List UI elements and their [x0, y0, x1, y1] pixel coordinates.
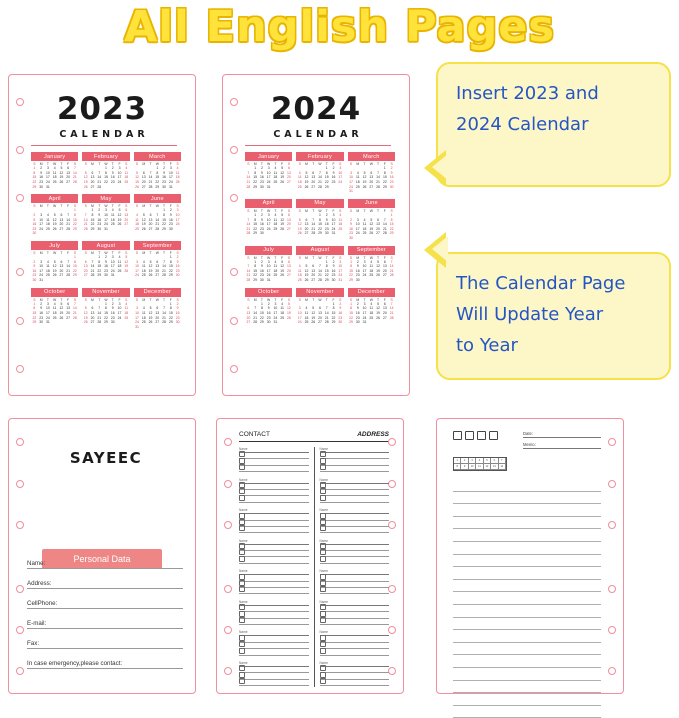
- weekday-row: S M T W T F S: [349, 297, 393, 302]
- days-grid: 1 2 3 4 5 6 7 8 9 10 11 12 13 14 15 16 17 18 19 20 21 22 23 24 25 26 27 28 29 30 31: [32, 166, 77, 189]
- checkbox-icon[interactable]: [477, 431, 486, 440]
- mini-grid-cell[interactable]: 1: [454, 458, 461, 464]
- contact-entry[interactable]: [320, 569, 390, 595]
- binder-hole: [608, 626, 616, 634]
- month-name: January: [245, 152, 292, 161]
- ruled-line[interactable]: [453, 643, 601, 656]
- calendar-sheet-2024[interactable]: [222, 74, 410, 396]
- months-grid: [9, 152, 195, 329]
- month-name: May: [296, 199, 343, 208]
- field-cellphone[interactable]: CellPhone:: [27, 600, 183, 609]
- divider: [31, 145, 177, 146]
- binder-hole: [16, 667, 24, 675]
- days-grid: 1 2 3 4 5 6 7 8 9 10 11 12 13 14 15 16 17 18 19 20 21 22 23 24 25 26 27 28 29 30: [246, 212, 291, 236]
- month-block: [296, 288, 343, 325]
- month-block: [296, 246, 343, 283]
- ruled-line[interactable]: [453, 618, 601, 631]
- memo-field[interactable]: Memo:: [523, 442, 601, 449]
- contact-detail-line[interactable]: [239, 649, 309, 655]
- contact-entry[interactable]: [320, 661, 390, 687]
- binder-holes: [13, 419, 27, 693]
- contact-name-field[interactable]: Name: [239, 630, 309, 636]
- personal-data-fields: [27, 560, 183, 669]
- contact-entry[interactable]: [320, 539, 390, 565]
- mini-grid-cell[interactable]: 2: [461, 458, 468, 464]
- month-block: [348, 288, 395, 325]
- month-name: September: [348, 246, 395, 255]
- month-name: November: [296, 288, 343, 297]
- mini-grid-cell[interactable]: 4: [476, 458, 483, 464]
- ruled-lines: [453, 479, 601, 718]
- contact-detail-line[interactable]: [239, 527, 309, 533]
- binder-hole: [388, 521, 396, 529]
- days-grid: 1 2 3 4 5 6 7 8 9 10 11 12 13 14 15 16 17 18 19 20 21 22 23 24 25 26 27 28 29 30 31: [349, 166, 394, 194]
- weekday-row: S M T W T F S: [298, 255, 342, 260]
- days-grid: 1 2 3 4 5 6 7 8 9 10 11 12 13 14 15 16 17 18 19 20 21 22 23 24 25 26 27 28 29 30 31: [246, 259, 291, 283]
- days-grid: 1 2 3 4 5 6 7 8 9 10 11 12 13 14 15 16 17 18 19 20 21 22 23 24 25 26 27 28: [83, 166, 129, 189]
- month-name: October: [245, 288, 292, 297]
- days-grid: 1 2 3 4 5 6 7 8 9 10 11 12 13 14 15 16 17 18 19 20 21 22 23 24 25 26 27 28 29 30: [349, 259, 394, 283]
- binder-hole: [608, 480, 616, 488]
- notes-header: [437, 419, 623, 453]
- months-grid: [223, 152, 409, 325]
- binder-hole: [388, 667, 396, 675]
- calendar-subtitle: CALENDAR: [273, 129, 363, 140]
- contact-detail-line[interactable]: [320, 496, 390, 502]
- mini-grid-cell[interactable]: 12: [484, 464, 491, 470]
- days-grid: 1 2 3 4 5 6 7 8 9 10 11 12 13 14 15 16 17 18 19 20 21 22 23 24 25 26 27 28 29 30 31: [297, 212, 343, 236]
- days-grid: 1 2 3 4 5 6 7 8 9 10 11 12 13 14 15 16 17 18 19 20 21 22 23 24 25 26 27 28 29 30: [32, 208, 77, 236]
- contact-name-field[interactable]: Name: [320, 447, 390, 453]
- binder-hole: [608, 438, 616, 446]
- contact-entry[interactable]: [239, 630, 309, 656]
- calendar-subtitle: CALENDAR: [59, 129, 149, 140]
- days-grid: 1 2 3 4 5 6 7 8 9 10 11 12 13 14 15 16 17 18 19 20 21 22 23 24 25 26 27 28 29 30 31: [83, 208, 129, 231]
- contact-name-field[interactable]: Name: [239, 478, 309, 484]
- mini-grid-cell[interactable]: 6: [491, 458, 498, 464]
- mini-grid-cell[interactable]: 7: [499, 458, 506, 464]
- month-block: [245, 199, 292, 241]
- month-block: [134, 241, 181, 283]
- binder-hole: [16, 317, 24, 325]
- binder-hole: [230, 268, 238, 276]
- binder-hole: [230, 194, 238, 202]
- binder-hole: [230, 317, 238, 325]
- contact-column-left: [239, 447, 315, 687]
- weekday-row: S M T W T F S: [298, 208, 342, 213]
- contact-name-field[interactable]: Name: [239, 661, 309, 667]
- month-block: [82, 152, 129, 189]
- binder-hole: [224, 521, 232, 529]
- field-name[interactable]: Name:: [27, 560, 183, 569]
- checkbox-icon[interactable]: [489, 431, 498, 440]
- month-block: [31, 194, 78, 236]
- contact-entry[interactable]: [239, 478, 309, 504]
- binder-hole: [224, 438, 232, 446]
- contact-entry[interactable]: [320, 600, 390, 626]
- personal-data-badge: Personal Data: [42, 549, 162, 569]
- contact-name-field[interactable]: Name: [320, 539, 390, 545]
- ruled-line[interactable]: [453, 542, 601, 555]
- binder-hole: [388, 626, 396, 634]
- binder-hole: [230, 365, 238, 373]
- contact-detail-line[interactable]: [239, 496, 309, 502]
- binder-hole: [16, 480, 24, 488]
- month-name: October: [31, 288, 78, 297]
- month-name: June: [348, 199, 395, 208]
- weekday-row: S M T W T F S: [247, 297, 291, 302]
- mini-grid-cell[interactable]: 5: [484, 458, 491, 464]
- callout-line: to Year: [456, 335, 518, 356]
- weekday-row: S M T W T F S: [84, 297, 128, 302]
- month-name: November: [82, 288, 129, 297]
- binder-hole: [16, 268, 24, 276]
- contact-name-field[interactable]: Name: [320, 569, 390, 575]
- contact-entry[interactable]: [320, 478, 390, 504]
- month-name: July: [31, 241, 78, 250]
- ruled-line[interactable]: [453, 668, 601, 681]
- weekday-row: S M T W T F S: [247, 162, 291, 167]
- days-grid: 1 2 3 4 5 6 7 8 9 10 11 12 13 14 15 16 17 18 19 20 21 22 23 24 25 26 27 28 29 30 31: [246, 166, 291, 189]
- days-grid: 1 2 3 4 5 6 7 8 9 10 11 12 13 14 15 16 17 18 19 20 21 22 23 24 25 26 27 28 29 30 31: [32, 301, 77, 325]
- binder-hole: [224, 626, 232, 634]
- checkbox-icons[interactable]: [453, 431, 498, 453]
- weekday-row: S M T W T F S: [247, 255, 291, 260]
- ruled-line[interactable]: [453, 693, 601, 706]
- binder-holes: [227, 75, 241, 395]
- binder-hole: [16, 98, 24, 106]
- ruled-line[interactable]: [453, 567, 601, 580]
- contact-detail-line[interactable]: [239, 466, 309, 472]
- calendar-year: 2024: [270, 91, 362, 127]
- month-block: [245, 246, 292, 283]
- month-name: May: [82, 194, 129, 203]
- month-block: [245, 288, 292, 325]
- callout-line: Insert 2023 and: [456, 83, 599, 104]
- month-name: January: [31, 152, 78, 161]
- contact-name-field[interactable]: Name: [239, 508, 309, 514]
- binder-hole: [16, 585, 24, 593]
- mini-grid-cell[interactable]: 9: [461, 464, 468, 470]
- binder-hole: [16, 194, 24, 202]
- address-title: ADDRESS: [357, 431, 389, 438]
- ruled-line[interactable]: [453, 580, 601, 593]
- ruled-line[interactable]: [453, 592, 601, 605]
- month-block: [296, 199, 343, 241]
- contact-detail-line[interactable]: [320, 649, 390, 655]
- brand-logo: SAYEEC: [69, 449, 143, 467]
- contact-entry[interactable]: [239, 508, 309, 534]
- binder-holes-right: [605, 419, 619, 693]
- binder-hole: [16, 626, 24, 634]
- binder-hole: [16, 438, 24, 446]
- days-grid: 1 2 3 4 5 6 7 8 9 10 11 12 13 14 15 16 17 18 19 20 21 22 23 24 25 26 27 28 29: [297, 166, 343, 189]
- binder-hole: [388, 480, 396, 488]
- binder-hole: [16, 365, 24, 373]
- contact-detail-line[interactable]: [239, 619, 309, 625]
- weekday-row: S M T W T F S: [349, 162, 393, 167]
- contact-detail-line[interactable]: [320, 588, 390, 594]
- month-block: [82, 241, 129, 283]
- month-name: April: [245, 199, 292, 208]
- binder-hole: [608, 585, 616, 593]
- contact-entry[interactable]: [239, 447, 309, 473]
- binder-holes: [221, 419, 235, 693]
- month-block: [134, 152, 181, 189]
- callout-line: The Calendar Page: [456, 273, 626, 294]
- contact-detail-line[interactable]: [320, 557, 390, 563]
- divider: [245, 145, 391, 146]
- date-field[interactable]: Date:: [523, 431, 601, 438]
- contact-entry[interactable]: [320, 630, 390, 656]
- weekday-row: S M T W T F S: [84, 251, 128, 256]
- weekday-row: S M T W T F S: [298, 297, 342, 302]
- contact-detail-line[interactable]: [320, 680, 390, 686]
- contact-columns: [239, 447, 389, 687]
- month-block: [82, 288, 129, 330]
- ruled-line[interactable]: [453, 681, 601, 694]
- weekday-row: S M T W T F S: [33, 297, 77, 302]
- binder-holes: [13, 75, 27, 395]
- mini-grid-cell[interactable]: 11: [476, 464, 483, 470]
- month-name: March: [134, 152, 181, 161]
- days-grid: 1 2 3 4 5 6 7 8 9 10 11 12 13 14 15 16 17 18 19 20 21 22 23 24 25 26 27 28 29 30: [135, 208, 180, 231]
- callout-tail-inner: [432, 236, 448, 262]
- contact-name-field[interactable]: Name: [320, 508, 390, 514]
- callout-insert-calendar: [436, 62, 671, 187]
- month-name: February: [296, 152, 343, 161]
- month-name: July: [245, 246, 292, 255]
- month-name: June: [134, 194, 181, 203]
- mini-grid-cell[interactable]: 10: [469, 464, 476, 470]
- weekday-row: S M T W T F S: [84, 162, 128, 167]
- ruled-line[interactable]: [453, 630, 601, 643]
- contact-name-field[interactable]: Name: [320, 478, 390, 484]
- month-block: [31, 241, 78, 283]
- binder-hole: [230, 98, 238, 106]
- days-grid: 1 2 3 4 5 6 7 8 9 10 11 12 13 14 15 16 17 18 19 20 21 22 23 24 25 26 27 28 29 30 31: [349, 301, 394, 325]
- month-block: [134, 288, 181, 330]
- month-name: December: [134, 288, 181, 297]
- contact-column-right: [315, 447, 390, 687]
- ruled-line[interactable]: [453, 655, 601, 668]
- weekday-row: S M T W T F S: [33, 204, 77, 209]
- mini-grid-cell[interactable]: 8: [454, 464, 461, 470]
- notes-sheet[interactable]: [436, 418, 624, 694]
- contact-name-field[interactable]: Name: [320, 661, 390, 667]
- binder-hole: [388, 585, 396, 593]
- contact-detail-line[interactable]: [320, 619, 390, 625]
- weekday-row: S M T W T F S: [33, 251, 77, 256]
- checkbox-icon[interactable]: [453, 431, 462, 440]
- month-name: February: [82, 152, 129, 161]
- ruled-line[interactable]: [453, 517, 601, 530]
- month-name: March: [348, 152, 395, 161]
- ruled-line[interactable]: [453, 605, 601, 618]
- calendar-year: 2023: [56, 91, 148, 127]
- contact-header: [217, 419, 403, 438]
- contact-entry[interactable]: [320, 508, 390, 534]
- binder-hole: [224, 480, 232, 488]
- month-block: [134, 194, 181, 236]
- month-block: [348, 152, 395, 194]
- field-address[interactable]: Address:: [27, 580, 183, 589]
- mini-grid-cell[interactable]: 3: [469, 458, 476, 464]
- contact-detail-line[interactable]: [239, 680, 309, 686]
- personal-data-sheet[interactable]: [8, 418, 196, 694]
- weekday-row: S M T W T F S: [135, 162, 179, 167]
- month-name: December: [348, 288, 395, 297]
- page-title: All English Pages: [123, 2, 556, 52]
- contact-entry[interactable]: [320, 447, 390, 473]
- days-grid: 1 2 3 4 5 6 7 8 9 10 11 12 13 14 15 16 17 18 19 20 21 22 23 24 25 26 27 28 29 30 31: [135, 166, 180, 189]
- days-grid: 1 2 3 4 5 6 7 8 9 10 11 12 13 14 15 16 17 18 19 20 21 22 23 24 25 26 27 28 29 30 31: [135, 301, 180, 329]
- checkbox-icon[interactable]: [465, 431, 474, 440]
- binder-hole: [16, 521, 24, 529]
- field-fax[interactable]: Fax:: [27, 640, 183, 649]
- month-block: [348, 246, 395, 283]
- ruled-line[interactable]: [453, 706, 601, 718]
- month-block: [82, 194, 129, 236]
- month-block: [245, 152, 292, 194]
- contact-entry[interactable]: [239, 569, 309, 595]
- callout-update-year: [436, 252, 671, 380]
- contact-name-field[interactable]: Name: [320, 600, 390, 606]
- contact-sheet[interactable]: [216, 418, 404, 694]
- contact-entry[interactable]: [239, 661, 309, 687]
- contact-title: CONTACT: [239, 431, 270, 438]
- days-grid: 1 2 3 4 5 6 7 8 9 10 11 12 13 14 15 16 17 18 19 20 21 22 23 24 25 26 27 28 29 30: [349, 212, 394, 240]
- contact-name-field[interactable]: Name: [239, 600, 309, 606]
- divider: [239, 441, 389, 442]
- binder-hole: [224, 585, 232, 593]
- contact-name-field[interactable]: Name: [320, 630, 390, 636]
- month-name: September: [134, 241, 181, 250]
- weekday-row: S M T W T F S: [135, 204, 179, 209]
- weekday-row: S M T W T F S: [135, 251, 179, 256]
- month-block: [296, 152, 343, 194]
- contact-name-field[interactable]: Name: [239, 569, 309, 575]
- callout-tail-inner: [432, 154, 448, 180]
- contact-detail-line[interactable]: [239, 588, 309, 594]
- ruled-line[interactable]: [453, 555, 601, 568]
- month-block: [31, 288, 78, 330]
- weekday-row: S M T W T F S: [135, 297, 179, 302]
- binder-hole: [608, 521, 616, 529]
- month-name: August: [296, 246, 343, 255]
- binder-hole: [608, 667, 616, 675]
- contact-name-field[interactable]: Name: [239, 539, 309, 545]
- mini-grid: [453, 457, 507, 471]
- contact-name-field[interactable]: Name: [239, 447, 309, 453]
- mini-grid-cell[interactable]: 14: [499, 464, 506, 470]
- weekday-row: S M T W T F S: [33, 162, 77, 167]
- mini-grid-cell[interactable]: 13: [491, 464, 498, 470]
- notes-meta: [523, 431, 601, 453]
- contact-detail-line[interactable]: [320, 527, 390, 533]
- contact-detail-line[interactable]: [239, 557, 309, 563]
- month-block: [31, 152, 78, 189]
- ruled-line[interactable]: [453, 492, 601, 505]
- days-grid: 1 2 3 4 5 6 7 8 9 10 11 12 13 14 15 16 17 18 19 20 21 22 23 24 25 26 27 28 29 30 31: [32, 255, 77, 283]
- weekday-row: S M T W T F S: [84, 204, 128, 209]
- weekday-row: S M T W T F S: [298, 162, 342, 167]
- binder-hole: [224, 667, 232, 675]
- month-name: August: [82, 241, 129, 250]
- ruled-line[interactable]: [453, 504, 601, 517]
- field-email[interactable]: E-mail:: [27, 620, 183, 629]
- contact-detail-line[interactable]: [320, 466, 390, 472]
- contact-entry[interactable]: [239, 539, 309, 565]
- days-grid: 1 2 3 4 5 6 7 8 9 10 11 12 13 14 15 16 17 18 19 20 21 22 23 24 25 26 27 28 29 30 31: [297, 259, 343, 283]
- month-name: April: [31, 194, 78, 203]
- callout-line: Will Update Year: [456, 304, 604, 325]
- days-grid: 1 2 3 4 5 6 7 8 9 10 11 12 13 14 15 16 17 18 19 20 21 22 23 24 25 26 27 28 29 30 31: [83, 255, 129, 278]
- binder-hole: [388, 438, 396, 446]
- days-grid: 1 2 3 4 5 6 7 8 9 10 11 12 13 14 15 16 17 18 19 20 21 22 23 24 25 26 27 28 29 30 31: [246, 301, 291, 325]
- weekday-row: S M T W T F S: [349, 208, 393, 213]
- calendar-sheet-2023[interactable]: [8, 74, 196, 396]
- month-block: [348, 199, 395, 241]
- weekday-row: S M T W T F S: [247, 208, 291, 213]
- contact-entry[interactable]: [239, 600, 309, 626]
- days-grid: 1 2 3 4 5 6 7 8 9 10 11 12 13 14 15 16 17 18 19 20 21 22 23 24 25 26 27 28 29 30: [83, 301, 129, 325]
- ruled-line[interactable]: [453, 479, 601, 492]
- days-grid: 1 2 3 4 5 6 7 8 9 10 11 12 13 14 15 16 17 18 19 20 21 22 23 24 25 26 27 28 29 30: [297, 301, 343, 325]
- field-emergency-contact[interactable]: In case emergency,please contact:: [27, 660, 183, 669]
- days-grid: 1 2 3 4 5 6 7 8 9 10 11 12 13 14 15 16 17 18 19 20 21 22 23 24 25 26 27 28 29 30: [135, 255, 180, 278]
- binder-hole: [16, 146, 24, 154]
- binder-hole: [230, 146, 238, 154]
- ruled-line[interactable]: [453, 529, 601, 542]
- weekday-row: S M T W T F S: [349, 255, 393, 260]
- callout-line: 2024 Calendar: [456, 114, 589, 135]
